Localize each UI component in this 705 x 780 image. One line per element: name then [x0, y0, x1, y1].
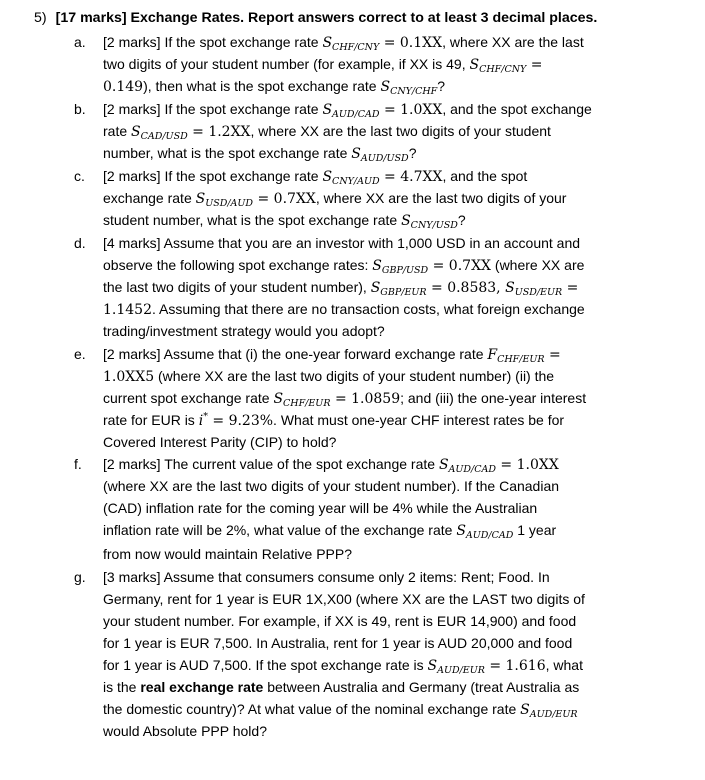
item-f-line-3: (CAD) inflation rate for the coming year will be 4% while the Australian: [103, 500, 538, 516]
item-label: g.: [74, 569, 86, 585]
item-a-line-3: 0.149), then what is the spot exchange rate $S_{CNY/CHF}$?: [103, 78, 446, 97]
item-d-line-5: trading/investment strategy would you adopt?: [103, 323, 385, 339]
item-d-line-3: the last two digits of your student number), $S_{GBP/EUR} = 0.8583$, $S_{USD/EUR}$ =: [103, 279, 579, 298]
item-g-line-2: Germany, rent for 1 year is EUR 1X,X00 (where XX are the LAST two digits of: [103, 591, 585, 607]
item-g-line-5: for 1 year is AUD 7,500. If the spot exchange rate is $S_{AUD/EUR} = 1.616$, what: [103, 657, 583, 676]
item-label: f.: [74, 456, 82, 472]
real-exchange-rate-term: real exchange rate: [140, 679, 264, 695]
item-g-line-7: the domestic country)? At what value of the nominal exchange rate $S_{AUD/EUR}$: [103, 701, 578, 720]
item-e-line-1: [2 marks] Assume that (i) the one-year forward exchange rate $F_{CHF/EUR}$ =: [103, 346, 561, 365]
item-f-line-5: from now would maintain Relative PPP?: [103, 546, 353, 562]
item-d-line-2: observe the following spot exchange rates: $S_{GBP/USD} = 0.7XX$ (where XX are: [103, 257, 585, 276]
item-label: e.: [74, 346, 86, 362]
item-c-line-1: [2 marks] If the spot exchange rate $S_{CNY/AUD} = 4.7XX$, and the spot: [103, 168, 528, 187]
item-label: d.: [74, 235, 86, 251]
item-g-line-3: your student number. For example, if XX is 49, rent is EUR 14,900) and food: [103, 613, 577, 629]
question-header: [34, 8, 597, 28]
question-number: 5): [34, 10, 47, 26]
item-f-line-2: (where XX are the last two digits of your student number). If the Canadian: [103, 478, 560, 494]
question-title: [17 marks] Exchange Rates. Report answers correct to at least 3 decimal places.: [55, 10, 598, 26]
item-e-line-5: Covered Interest Parity (CIP) to hold?: [103, 434, 337, 450]
item-c-line-3: student number, what is the spot exchange rate $S_{CNY/USD}$?: [103, 212, 466, 231]
item-e-line-2: 1.0XX5 (where XX are the last two digits of your student number) (ii) the: [103, 368, 555, 385]
item-e-line-4: rate for EUR is i* = 9.23%. What must one-year CHF interest rates be for: [103, 411, 565, 429]
item-a-line-1: [2 marks] If the spot exchange rate $S_{CHF/CNY} = 0.1XX$, where XX are the last: [103, 34, 584, 53]
item-d-line-4: 1.1452. Assuming that there are no transaction costs, what foreign exchange: [103, 301, 585, 318]
item-f-line-4: inflation rate will be 2%, what value of the exchange rate $S_{AUD/CAD}$ 1 year: [103, 522, 557, 541]
item-b-line-3: number, what is the spot exchange rate $S_{AUD/USD}$?: [103, 145, 417, 164]
item-f-line-1: [2 marks] The current value of the spot exchange rate $S_{AUD/CAD} = 1.0XX$: [103, 456, 559, 475]
item-c-line-2: exchange rate $S_{USD/AUD} = 0.7XX$, where XX are the last two digits of your: [103, 190, 567, 209]
item-g-line-4: for 1 year is EUR 7,500. In Australia, rent for 1 year is AUD 20,000 and food: [103, 635, 573, 651]
item-a-line-2: two digits of your student number (for example, if XX is 49, $S_{CHF/CNY}$ =: [103, 56, 543, 75]
item-d-line-1: [4 marks] Assume that you are an investor with 1,000 USD in an account and: [103, 235, 581, 251]
item-g-line-6: is the real exchange rate between Australia and Germany (treat Australia as: [103, 679, 580, 695]
item-g-line-8: would Absolute PPP hold?: [103, 723, 267, 739]
item-label: c.: [74, 168, 85, 184]
item-g-line-1: [3 marks] Assume that consumers consume only 2 items: Rent; Food. In: [103, 569, 550, 585]
item-e-line-3: current spot exchange rate $S_{CHF/EUR} = 1.0859$; and (iii) the one-year interest: [103, 390, 587, 409]
item-label: a.: [74, 34, 86, 50]
item-b-line-1: [2 marks] If the spot exchange rate $S_{AUD/CAD} = 1.0XX$, and the spot exchange: [103, 101, 592, 120]
item-label: b.: [74, 101, 86, 117]
item-b-line-2: rate $S_{CAD/USD} = 1.2XX$, where XX are the last two digits of your student: [103, 123, 551, 142]
